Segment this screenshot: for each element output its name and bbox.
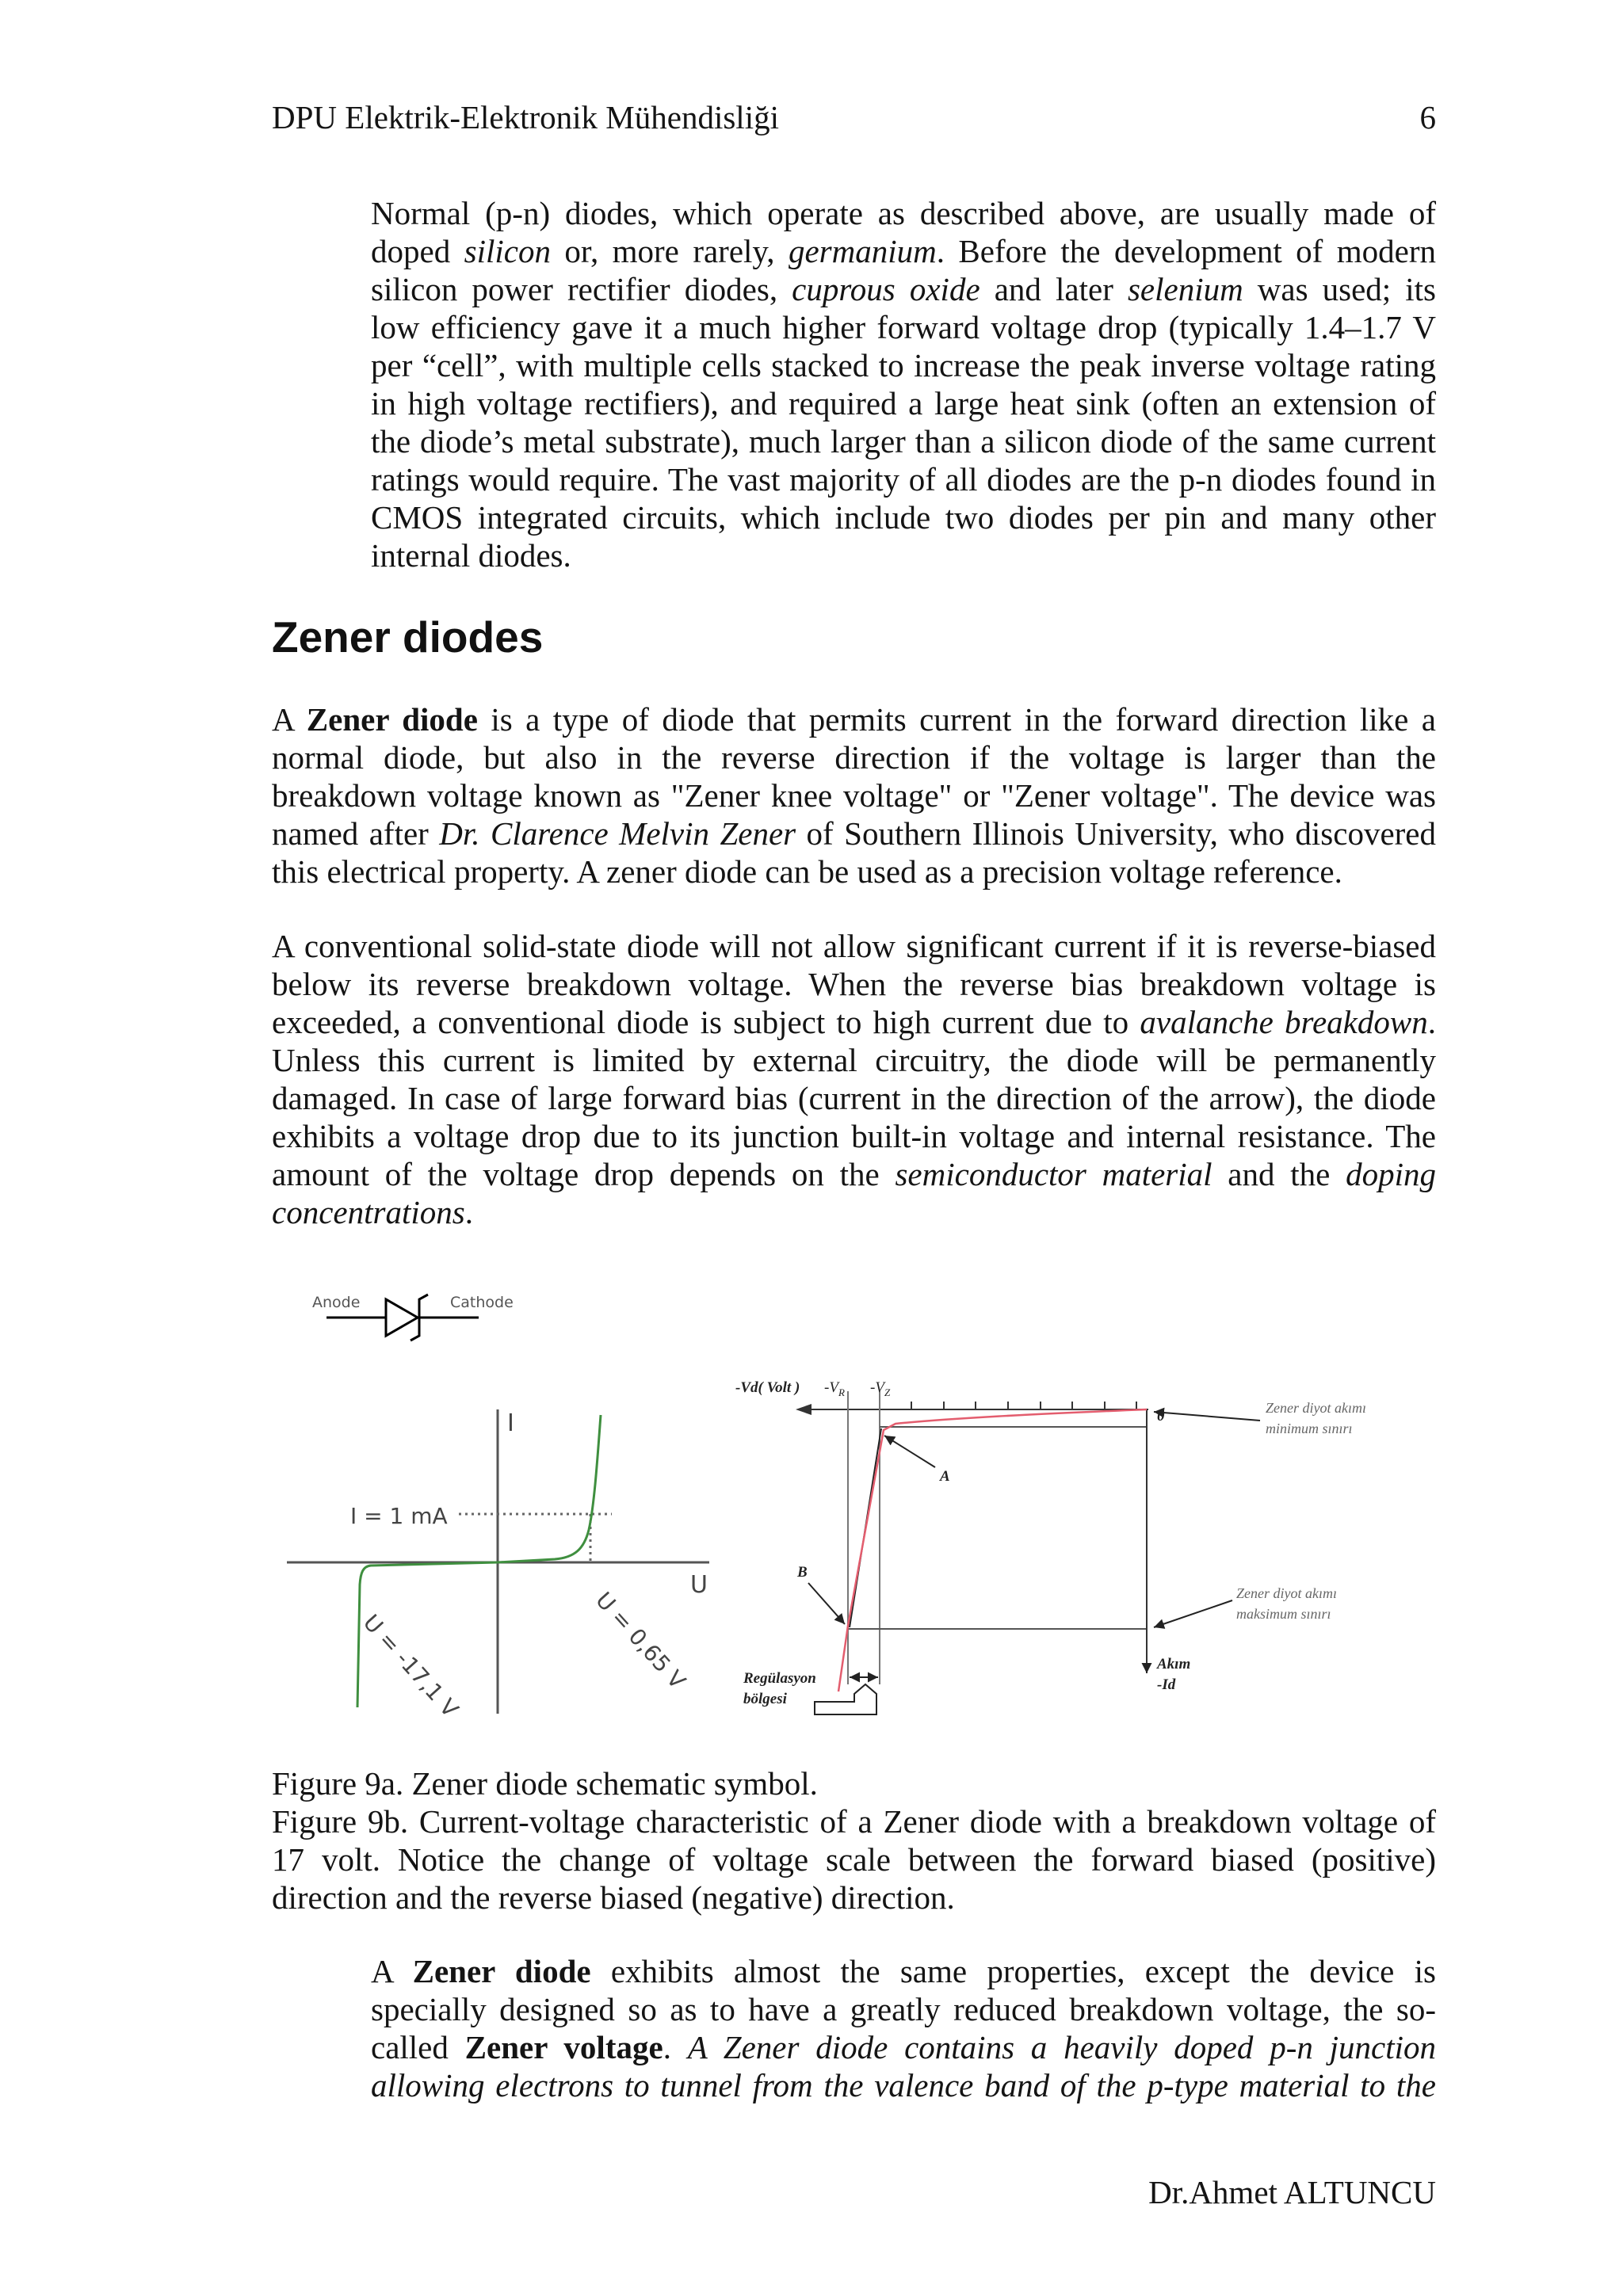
- text-run: below its reverse breakdown voltage. When the reverse bias breakdown voltage is: [272, 966, 1436, 1002]
- text-run: the diode’s metal substrate), much larger than a silicon diode of the same current: [371, 423, 1436, 460]
- italic-text-run: selenium: [1127, 271, 1243, 307]
- text-run: A: [272, 701, 307, 738]
- iv-characteristic-graph: [287, 1409, 709, 1722]
- italic-text-run: allowing electrons to tunnel from the valence band of the p-type material to the: [371, 2067, 1436, 2103]
- text-line: [371, 232, 1436, 270]
- text-line: [272, 927, 1436, 965]
- text-line: [272, 776, 1436, 814]
- page-header: [272, 98, 1436, 136]
- text-line: [371, 2028, 1436, 2066]
- zener-characteristic-curve: [838, 1409, 1147, 1691]
- diode-triangle-icon: [386, 1299, 418, 1336]
- figure-caption-9a: [272, 1764, 1436, 1802]
- point-b-label: B: [797, 1564, 808, 1581]
- text-line: [371, 498, 1436, 536]
- text-run: breakdown voltage known as "Zener knee voltage" or "Zener voltage". The device was: [272, 777, 1436, 814]
- text-run: called: [371, 2029, 465, 2065]
- max-limit-label-line1: Zener diyot akımı: [1236, 1585, 1337, 1601]
- text-line: [371, 2066, 1436, 2104]
- text-line: [371, 308, 1436, 346]
- axis-ticks: [911, 1402, 1136, 1409]
- italic-text-run: germanium: [788, 233, 937, 269]
- text-line: [272, 1764, 1436, 1802]
- point-b-pointer-arrow: [808, 1583, 845, 1624]
- italic-text-run: semiconductor material: [895, 1156, 1212, 1192]
- current-axis-label-line1: Akım: [1157, 1656, 1191, 1672]
- text-run: normal diode, but also in the reverse direction if the voltage is larger than the: [272, 739, 1436, 776]
- bold-text-run: Zener diode: [306, 701, 478, 738]
- text-run: named after: [272, 815, 440, 852]
- origin-label: 0: [1157, 1408, 1165, 1425]
- text-run: specially designed so as to have a greatly reduced breakdown voltage, the so-: [371, 1991, 1436, 2027]
- regulation-graph: [735, 1379, 1366, 1714]
- text-run: this electrical property. A zener diode can be used as a precision voltage reference.: [272, 853, 1342, 890]
- text-line: [272, 1041, 1436, 1079]
- text-run: silicon power rectifier diodes,: [371, 271, 792, 307]
- anode-label: Anode: [312, 1294, 361, 1311]
- breakdown-voltage-label: U = -17,1 V: [357, 1609, 464, 1722]
- page-footer: [272, 2173, 1436, 2211]
- conventional-diode-paragraph: [272, 927, 1436, 1231]
- text-run: low efficiency gave it a much higher forward voltage drop (typically 1.4–1.7 V: [371, 309, 1436, 345]
- text-run: Unless this current is limited by external circuitry, the diode will be permanently: [272, 1042, 1436, 1078]
- bold-text-run: Zener diode: [412, 1953, 591, 1989]
- current-axis-label-line2: -Id: [1157, 1676, 1176, 1693]
- text-run: ratings would require. The vast majority of all diodes are the p-n diodes found in: [371, 461, 1436, 498]
- text-run: of Southern Illinois University, who discovered: [796, 815, 1436, 852]
- text-line: [272, 1117, 1436, 1155]
- max-limit-label-line2: maksimum sınırı: [1236, 1606, 1331, 1622]
- italic-text-run: concentrations: [272, 1194, 465, 1230]
- min-limit-label-line2: minimum sınırı: [1266, 1421, 1353, 1436]
- text-line: [272, 965, 1436, 1003]
- page-number: 6: [1419, 99, 1436, 135]
- zener-properties-paragraph: [371, 1952, 1436, 2104]
- text-line: [272, 1079, 1436, 1117]
- italic-text-run: avalanche breakdown: [1140, 1004, 1428, 1040]
- text-line: [272, 1155, 1436, 1193]
- point-a-pointer-arrow: [884, 1436, 935, 1467]
- text-line: [272, 1003, 1436, 1041]
- text-run: exhibits a voltage drop due to its junction built-in voltage and internal resistance. The: [272, 1118, 1436, 1154]
- text-run: 17 volt. Notice the change of voltage scale between the forward biased (positive): [272, 1841, 1436, 1878]
- vr-label-base: -V: [824, 1379, 838, 1396]
- text-run: and the: [1212, 1156, 1346, 1192]
- text-run: in high voltage rectifiers), and required a large heat sink (often an extension of: [371, 385, 1436, 421]
- text-line: [371, 1990, 1436, 2028]
- min-limit-label-line1: Zener diyot akımı: [1266, 1400, 1366, 1416]
- text-line: [272, 1802, 1436, 1840]
- text-run: .: [663, 2029, 688, 2065]
- text-line: [371, 384, 1436, 422]
- vz-label-subscript: Z: [884, 1386, 891, 1398]
- text-run: exhibits almost the same properties, except the device is: [590, 1953, 1436, 1989]
- zener-figure: [269, 1268, 1458, 1743]
- bold-text-run: Zener voltage: [464, 2029, 663, 2065]
- vz-label: [870, 1379, 891, 1398]
- arrow-left-icon: [796, 1404, 812, 1415]
- text-run: doped: [371, 233, 464, 269]
- text-run: . Before the development of modern: [936, 233, 1436, 269]
- min-limit-pointer-arrow: [1154, 1412, 1260, 1421]
- text-run: A: [371, 1953, 413, 1989]
- text-run: damaged. In case of large forward bias (current in the direction of the arrow), the diode: [272, 1080, 1436, 1116]
- text-run: and later: [980, 271, 1128, 307]
- text-line: [371, 270, 1436, 308]
- regulation-block-arrow-icon: [815, 1684, 876, 1714]
- text-line: [371, 460, 1436, 498]
- voltage-axis-label: U: [690, 1571, 708, 1599]
- regulation-region-label-line2: bölgesi: [743, 1691, 787, 1707]
- header-title: DPU Elektrik-Elektronik Mühendisliği: [272, 99, 779, 135]
- section-heading: Zener diodes: [272, 612, 544, 662]
- forward-voltage-label: U = 0,65 V: [590, 1587, 691, 1695]
- vr-label: [824, 1379, 845, 1398]
- text-run: A conventional solid-state diode will not allow significant current if it is reverse-biased: [272, 928, 1436, 964]
- intro-paragraph: [371, 194, 1436, 574]
- vz-label-base: -V: [870, 1379, 884, 1396]
- point-a-label: A: [940, 1468, 950, 1485]
- figure-caption-9b: [272, 1802, 1436, 1917]
- cathode-label: Cathode: [450, 1294, 514, 1311]
- text-run: exceeded, a conventional diode is subject to high current due to: [272, 1004, 1140, 1040]
- reverse-voltage-axis-label: -Vd( Volt ): [735, 1379, 800, 1396]
- text-line: [371, 536, 1436, 574]
- footer-author: Dr.Ahmet ALTUNCU: [1148, 2174, 1436, 2210]
- text-line: [272, 738, 1436, 776]
- text-line: [272, 852, 1436, 891]
- italic-text-run: Dr. Clarence Melvin Zener: [439, 815, 796, 852]
- text-run: or, more rarely,: [550, 233, 789, 269]
- italic-text-run: silicon: [464, 233, 551, 269]
- text-run: internal diodes.: [371, 537, 571, 574]
- current-axis-label: I: [507, 1409, 514, 1437]
- text-line: [272, 814, 1436, 852]
- italic-text-run: doping: [1346, 1156, 1436, 1192]
- text-line: [371, 194, 1436, 232]
- text-line: [272, 700, 1436, 738]
- text-run: Figure 9b. Current-voltage characteristic of a Zener diode with a breakdown voltage of: [272, 1803, 1436, 1840]
- text-line: [272, 1878, 1436, 1917]
- text-run: direction and the reverse biased (negative) direction.: [272, 1879, 955, 1916]
- vr-label-subscript: R: [838, 1386, 845, 1398]
- italic-text-run: A Zener diode contains a heavily doped p-n junction: [687, 2029, 1436, 2065]
- max-limit-pointer-arrow: [1154, 1600, 1232, 1627]
- text-run: per “cell”, with multiple cells stacked to increase the peak inverse voltage rating: [371, 347, 1436, 383]
- text-run: Figure 9a. Zener diode schematic symbol.: [272, 1765, 818, 1802]
- text-run: was used; its: [1243, 271, 1437, 307]
- regulation-region-label-line1: Regülasyon: [743, 1670, 816, 1687]
- text-line: [371, 346, 1436, 384]
- text-run: is a type of diode that permits current in the forward direction like a: [477, 701, 1436, 738]
- text-run: .: [464, 1194, 473, 1230]
- text-run: amount of the voltage drop depends on the: [272, 1156, 896, 1192]
- text-line: [371, 422, 1436, 460]
- zener-schematic-symbol: [312, 1294, 514, 1341]
- text-line: [272, 1193, 1436, 1231]
- text-run: .: [1427, 1004, 1436, 1040]
- italic-text-run: cuprous oxide: [792, 271, 980, 307]
- zener-definition-paragraph: [272, 700, 1436, 891]
- text-run: CMOS integrated circuits, which include two diodes per pin and many other: [371, 499, 1436, 536]
- text-run: Normal (p-n) diodes, which operate as described above, are usually made of: [371, 195, 1436, 231]
- text-line: [272, 1840, 1436, 1878]
- current-marker-label: I = 1 mA: [350, 1503, 448, 1529]
- text-line: [371, 1952, 1436, 1990]
